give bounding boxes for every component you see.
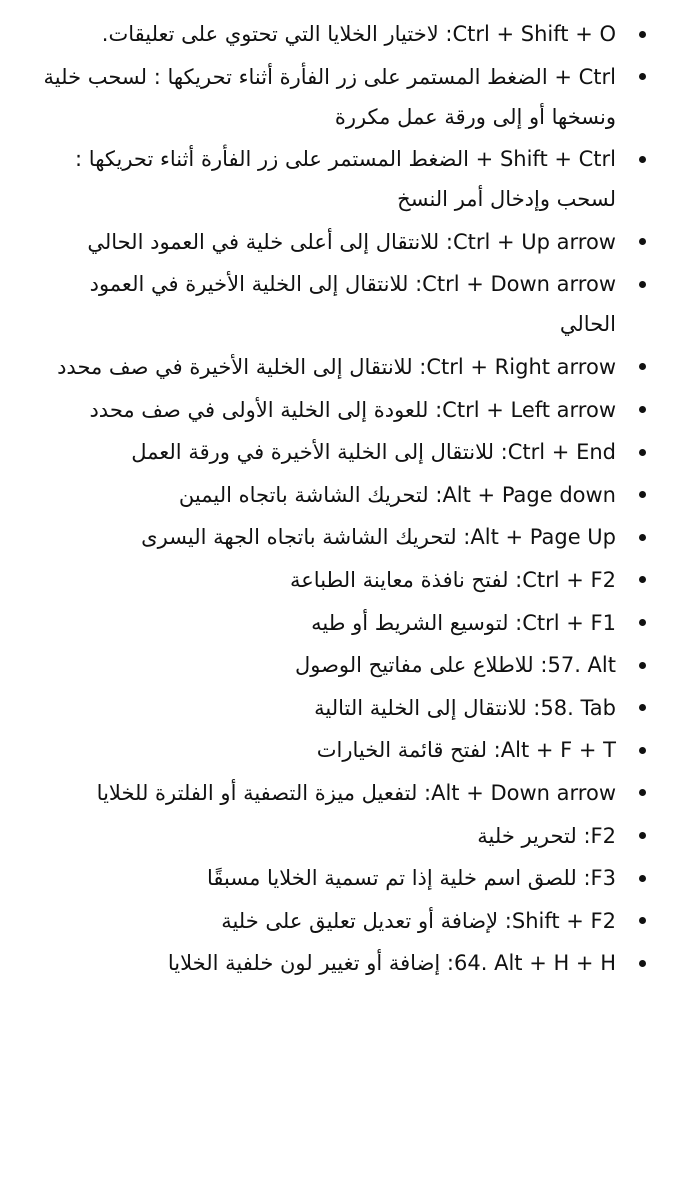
shortcut-keys: Shift + F2 (511, 908, 616, 933)
shortcut-description: لاختيار الخلايا التي تحتوي على تعليقات. (101, 22, 439, 46)
separator: : (408, 272, 423, 297)
shortcut-keys: 57. Alt (547, 653, 616, 678)
separator: : (526, 695, 541, 720)
shortcut-keys: Shift + Ctrl (499, 147, 616, 172)
separator: : (576, 866, 591, 891)
list-item (40, 139, 616, 219)
separator: : (412, 354, 427, 379)
shortcut-description: لتحرير خلية (477, 823, 577, 848)
separator: : (576, 823, 591, 848)
bullet-icon (636, 432, 648, 472)
shortcut-keys: Ctrl + Left arrow (442, 397, 616, 422)
bullet-icon (636, 645, 648, 685)
shortcut-keys: 64. Alt + H + H (454, 951, 616, 976)
separator: + (547, 64, 579, 89)
list-item (40, 475, 616, 515)
shortcut-list (0, 14, 674, 983)
separator: : (417, 780, 432, 805)
list-item (40, 773, 616, 813)
list-item (40, 730, 616, 770)
shortcut-keys: Ctrl (578, 64, 616, 89)
bullet-icon (636, 816, 648, 856)
shortcut-description: لفتح قائمة الخيارات (316, 738, 487, 763)
shortcut-keys: Alt + Page Up (470, 525, 616, 550)
shortcut-description: إضافة أو تغيير لون خلفية الخلايا (167, 951, 441, 976)
shortcut-keys: Alt + F + T (500, 738, 616, 763)
list-item (40, 943, 616, 983)
shortcut-description: للانتقال إلى الخلية الأخيرة في العمود الحالي (89, 272, 616, 337)
shortcut-description: لتفعيل ميزة التصفية أو الفلترة للخلايا (96, 780, 418, 805)
shortcut-keys: Ctrl + End (507, 440, 616, 465)
shortcut-description: لفتح نافذة معاينة الطباعة (290, 567, 509, 592)
list-item (40, 645, 616, 685)
bullet-icon (636, 560, 648, 600)
shortcut-keys: F3 (590, 866, 616, 891)
shortcut-keys: Alt + Page down (442, 482, 616, 507)
list-item (40, 222, 616, 262)
shortcut-description: للاطلاع على مفاتيح الوصول (294, 653, 534, 678)
bullet-icon (636, 139, 648, 179)
shortcut-keys: Ctrl + F2 (522, 567, 616, 592)
separator: : (428, 397, 443, 422)
shortcut-description: الضغط المستمر على زر الفأرة أثناء تحريكها : لسحب خلية ونسخها أو إلى ورقة عمل مكررة (43, 64, 616, 129)
separator: : (439, 229, 453, 254)
list-item (40, 603, 616, 643)
list-item (40, 264, 616, 344)
separator: : (533, 653, 548, 678)
list-item (40, 432, 616, 472)
shortcut-keys: Ctrl + Right arrow (426, 354, 616, 379)
list-item (40, 14, 616, 54)
separator: : (508, 610, 523, 635)
separator: : (494, 440, 508, 465)
bullet-icon (636, 603, 648, 643)
list-item (40, 688, 616, 728)
list-item (40, 560, 616, 600)
separator: : (508, 567, 523, 592)
shortcut-description: للصق اسم خلية إذا تم تسمية الخلايا مسبقًا (206, 866, 577, 891)
separator: : (487, 738, 501, 763)
bullet-icon (636, 347, 648, 387)
bullet-icon (636, 858, 648, 898)
shortcut-description: لتحريك الشاشة باتجاه الجهة اليسرى (141, 525, 457, 550)
list-item (40, 816, 616, 856)
bullet-icon (636, 222, 648, 262)
shortcut-keys: Ctrl + Down arrow (422, 272, 616, 297)
bullet-icon (636, 264, 648, 304)
shortcut-keys: Ctrl + F1 (522, 610, 616, 635)
shortcut-description: لتوسيع الشريط أو طيه (311, 610, 509, 635)
shortcut-keys: Ctrl + Up arrow (452, 229, 616, 254)
separator: + (469, 147, 500, 172)
bullet-icon (636, 475, 648, 515)
list-item (40, 390, 616, 430)
bullet-icon (636, 517, 648, 557)
separator: : (440, 951, 455, 976)
list-item (40, 57, 616, 137)
shortcut-description: للانتقال إلى أعلى خلية في العمود الحالي (87, 229, 440, 254)
shortcut-keys: Ctrl + Shift + O (452, 22, 616, 46)
shortcut-description: للانتقال إلى الخلية الأخيرة في ورقة العمل (131, 440, 494, 465)
list-item (40, 517, 616, 557)
bullet-icon (636, 901, 648, 941)
bullet-icon (636, 773, 648, 813)
shortcut-description: للانتقال إلى الخلية التالية (314, 695, 527, 720)
separator: : (498, 908, 512, 933)
shortcut-keys: Alt + Down arrow (431, 780, 616, 805)
bullet-icon (636, 14, 648, 54)
shortcut-description: لإضافة أو تعديل تعليق على خلية (221, 908, 499, 933)
separator: : (428, 482, 443, 507)
shortcut-description: للعودة إلى الخلية الأولى في صف محدد (89, 397, 429, 422)
list-item (40, 347, 616, 387)
shortcut-description: لتحريك الشاشة باتجاه اليمين (178, 482, 429, 507)
bullet-icon (636, 730, 648, 770)
bullet-icon (636, 57, 648, 97)
shortcut-description: للانتقال إلى الخلية الأخيرة في صف محدد (57, 354, 413, 379)
bullet-icon (636, 390, 648, 430)
list-item (40, 901, 616, 941)
list-item (40, 858, 616, 898)
shortcut-keys: F2 (590, 823, 616, 848)
separator: : (438, 22, 453, 46)
bullet-icon (636, 688, 648, 728)
separator: : (456, 525, 471, 550)
shortcut-keys: 58. Tab (540, 695, 616, 720)
shortcut-description: الضغط المستمر على زر الفأرة أثناء تحريكها : لسحب وإدخال أمر النسخ (75, 147, 616, 212)
bullet-icon (636, 943, 648, 983)
